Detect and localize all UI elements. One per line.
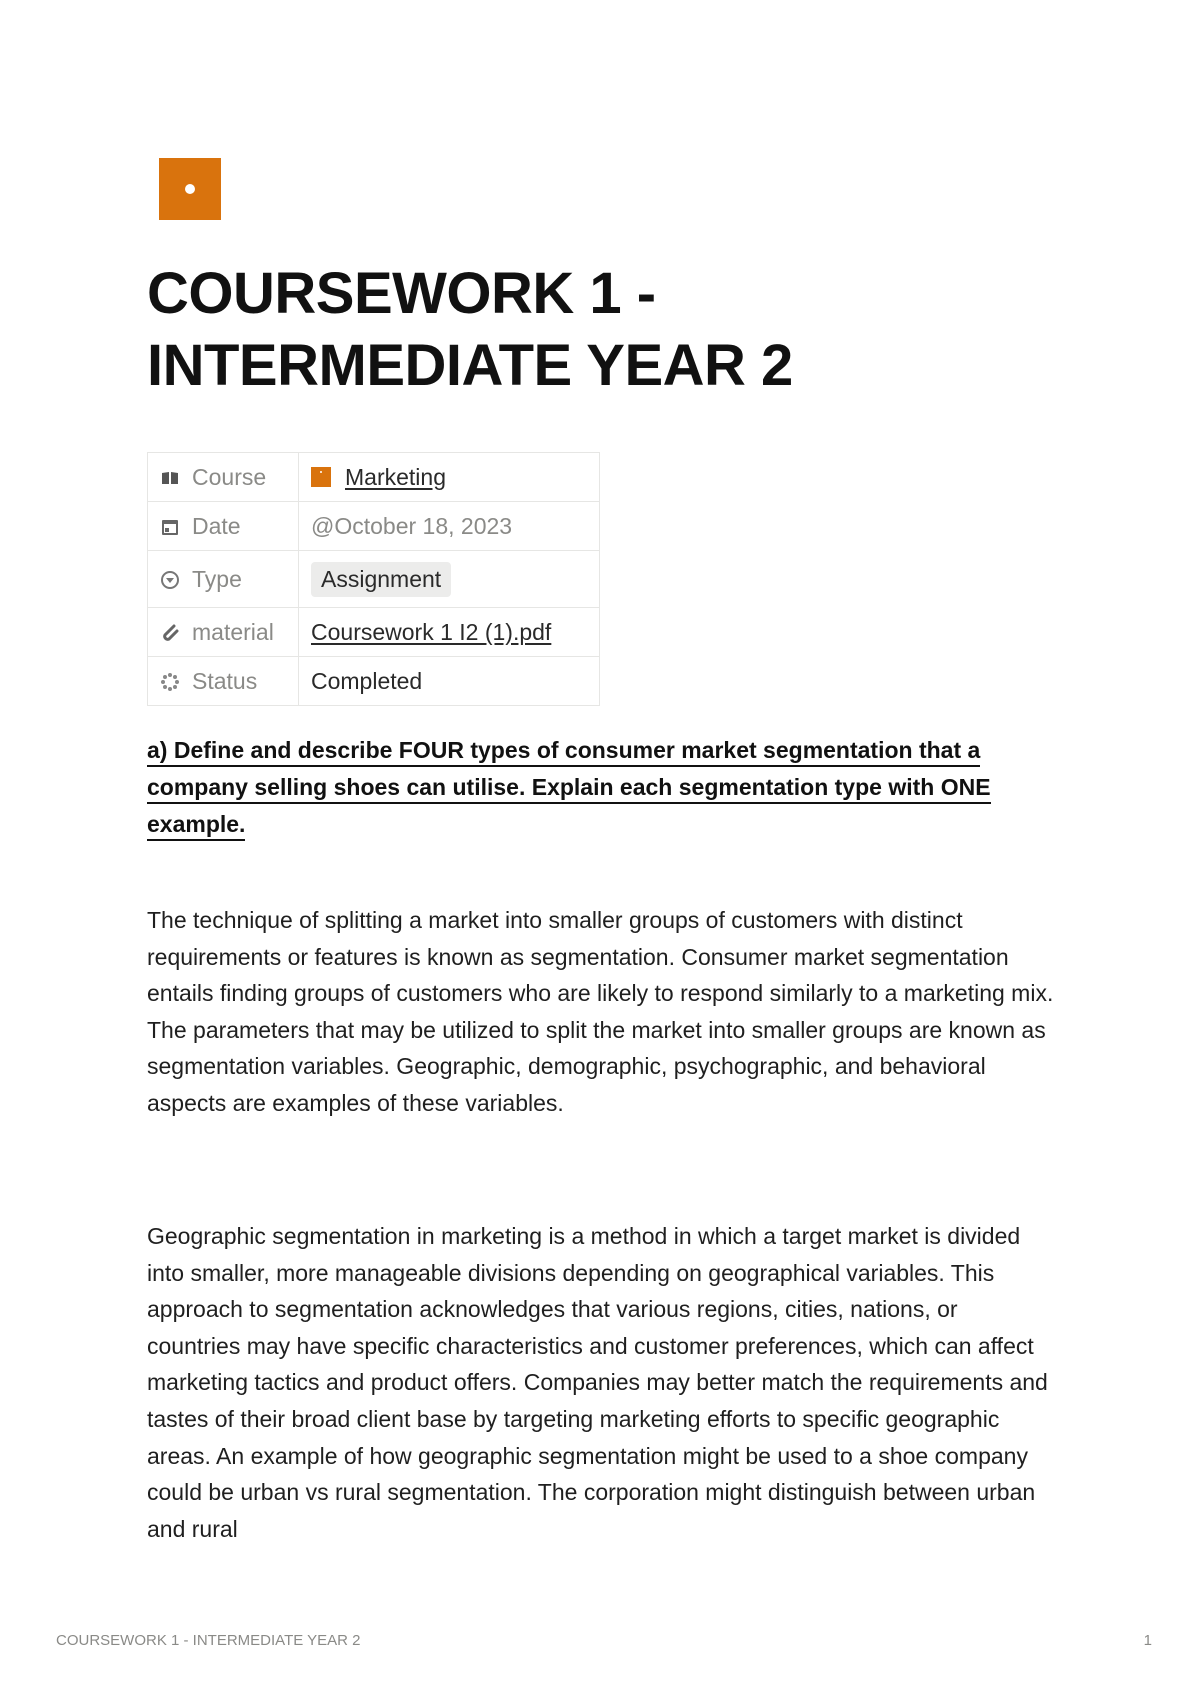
property-key-course-label: Course <box>192 463 267 490</box>
property-row-type <box>148 551 600 608</box>
property-value-date[interactable] <box>299 502 600 551</box>
page-title: COURSEWORK 1 - INTERMEDIATE YEAR 2 <box>147 261 793 398</box>
property-key-date-label: Date <box>192 512 241 539</box>
property-key-type <box>148 551 299 608</box>
property-value-course[interactable] <box>299 453 600 502</box>
property-key-type-label: Type <box>192 565 242 592</box>
loading-spinner-icon <box>160 672 180 692</box>
property-row-date <box>148 502 600 551</box>
page-icon-dot <box>185 184 195 194</box>
calendar-icon <box>160 517 180 537</box>
date-value: @October 18, 2023 <box>311 512 513 539</box>
property-row-course <box>148 453 600 502</box>
property-key-date <box>148 502 299 551</box>
property-value-type[interactable] <box>299 551 600 608</box>
property-value-status[interactable] <box>299 657 600 706</box>
paragraph-segmentation-intro: The technique of splitting a market into smaller groups of customers with distinct requirements or features is known as segmentation. Consumer market segmentation entails finding groups of customers who are likely to respond similarly to a marketing mix. The parameters that may be utilized to split the market into smaller groups are known as segmentation variables. Geographic, demographic, psychographic, and behavioral aspects are examples of these variables. <box>147 907 1054 1116</box>
property-row-material <box>148 608 600 657</box>
property-key-material <box>148 608 299 657</box>
book-icon <box>160 468 180 488</box>
property-key-course <box>148 453 299 502</box>
select-circle-icon <box>160 570 180 590</box>
properties-table <box>147 452 600 706</box>
paperclip-icon <box>160 623 180 643</box>
type-tag[interactable]: Assignment <box>311 562 451 597</box>
footer-page-number: 1 <box>1143 1632 1152 1649</box>
footer-title: COURSEWORK 1 - INTERMEDIATE YEAR 2 <box>56 1632 361 1649</box>
property-key-status <box>148 657 299 706</box>
page-icon <box>159 158 221 220</box>
property-row-status <box>148 657 600 706</box>
property-key-material-label: material <box>192 618 274 645</box>
paragraph-geographic-segmentation: Geographic segmentation in marketing is a method in which a target market is divided into smaller, more manageable divisions depending on geographical variables. This approach to segmentation acknowledges that various regions, cities, nations, or countries may have specific characteristics and customer preferences, which can affect marketing tactics and product offers. Companies may better match the requirements and tastes of their broad client base by targeting marketing efforts to specific geographic areas. An example of how geographic segmentation might be used to a shoe company could be urban vs rural segmentation. The corporation might distinguish between urban and rural <box>147 1223 1048 1542</box>
course-link[interactable]: Marketing <box>345 463 446 490</box>
question-heading <box>147 732 1057 843</box>
status-value: Completed <box>311 667 423 694</box>
material-file-link[interactable]: Coursework 1 I2 (1).pdf <box>311 618 552 645</box>
course-page-icon <box>311 467 331 487</box>
question-text: a) Define and describe FOUR types of consumer market segmentation that a company selling shoes can utilise. Explain each segmentation type with ONE example. <box>147 737 991 841</box>
property-key-status-label: Status <box>192 667 258 694</box>
property-value-material[interactable] <box>299 608 600 657</box>
